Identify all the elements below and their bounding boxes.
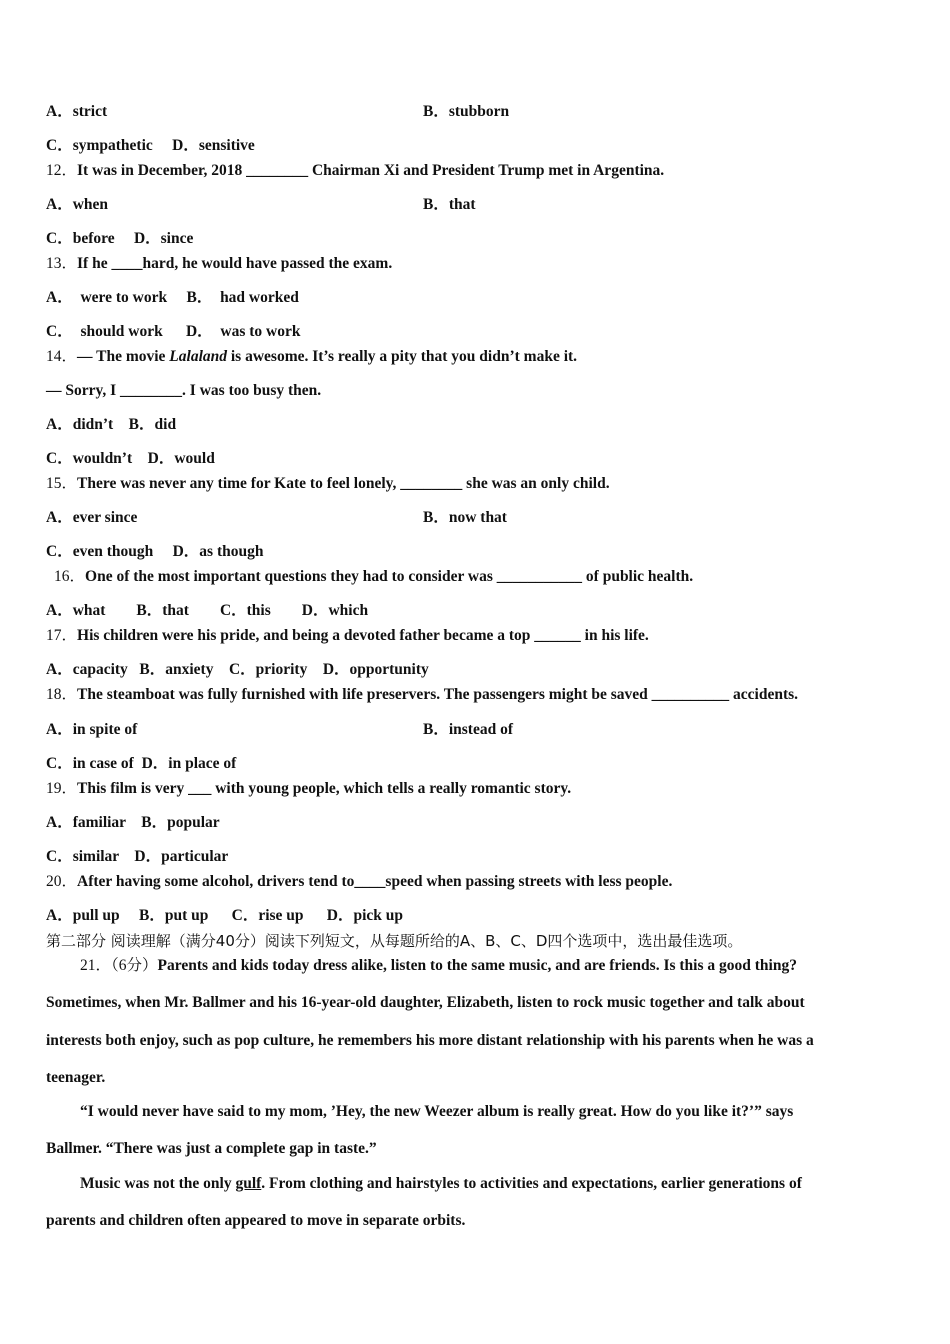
question-text: This film is very ___ with young people, which tells a really romantic story. (77, 780, 572, 797)
question-20 (46, 872, 672, 892)
question-18 (46, 685, 798, 705)
passage-line: teenager. (46, 1069, 106, 1086)
passage-text: Parents and kids today dress alike, listen to the same music, and are friends. Is this a good thing? (157, 957, 797, 974)
section-heading: 第二部分 阅读理解（满分40分）阅读下列短文，从每题所给的A、B、C、D四个选项中，选出最佳选项。 (46, 932, 743, 950)
question-text: is awesome. It’s really a pity that you didn’t make it. (227, 348, 578, 365)
question-number: 13． (46, 255, 78, 272)
option-row (46, 195, 476, 215)
passage-line (80, 956, 797, 976)
passage-text: . From clothing and hairstyles to activities and expectations, earlier generations of (261, 1175, 802, 1192)
option-a: A．strict (46, 103, 108, 120)
option-b: B．stubborn (423, 103, 510, 120)
question-number: 14． (46, 348, 78, 365)
question-number: 12． (46, 162, 78, 179)
passage-line: parents and children often appeared to move in separate orbits. (46, 1212, 466, 1229)
option-row (46, 720, 513, 740)
option-row: A．capacity B．anxiety C．priority D．opportunity (46, 661, 429, 678)
question-reply: — Sorry, I ________. I was too busy then. (46, 382, 322, 399)
question-number: 17． (46, 627, 78, 644)
question-text: The steamboat was fully furnished with life preservers. The passengers might be saved __________ accidents. (77, 686, 799, 703)
option-b: B．now that (423, 509, 507, 526)
option-row: C．wouldn’t D．would (46, 450, 215, 467)
question-text: It was in December, 2018 ________ Chairman Xi and President Trump met in Argentina. (77, 162, 665, 179)
question-16 (54, 567, 693, 587)
question-number: 20． (46, 873, 78, 890)
passage-line: interests both enjoy, such as pop culture, he remembers his more distant relationship with his parents when he was a (46, 1032, 814, 1049)
question-text: — The movie (77, 348, 170, 365)
option-row: C．similar D．particular (46, 848, 229, 865)
option-row: C． should work D． was to work (46, 323, 301, 340)
passage-line: Sometimes, when Mr. Ballmer and his 16-year-old daughter, Elizabeth, listen to rock music together and talk about (46, 994, 805, 1011)
question-15 (46, 474, 610, 494)
question-number: 15． (46, 475, 78, 492)
option-b: B．instead of (423, 721, 513, 738)
question-12 (46, 161, 664, 181)
question-17 (46, 626, 649, 646)
passage-line: “I would never have said to my mom, ’Hey, the new Weezer album is really great. How do you like it?’” says (80, 1103, 794, 1120)
option-b: B．that (423, 196, 476, 213)
question-number: 18． (46, 686, 78, 703)
option-row (46, 102, 510, 122)
option-row: C．in case of D．in place of (46, 755, 237, 772)
question-text: There was never any time for Kate to feel lonely, ________ she was an only child. (77, 475, 610, 492)
passage-text: Music was not the only (80, 1175, 236, 1192)
question-number: 16． (54, 568, 86, 585)
question-text: After having some alcohol, drivers tend to____speed when passing streets with less people. (77, 873, 673, 890)
question-number: 19． (46, 780, 78, 797)
option-row (46, 508, 507, 528)
option-a: A．ever since (46, 509, 138, 526)
option-a: A．when (46, 196, 109, 213)
option-row: A． were to work B． had worked (46, 289, 299, 306)
option-row: A．pull up B．put up C．rise up D．pick up (46, 907, 404, 924)
passage-line: Ballmer. “There was just a complete gap in taste.” (46, 1140, 377, 1157)
question-text: One of the most important questions they had to consider was ___________ of public health. (85, 568, 694, 585)
option-row: A．didn’t B．did (46, 416, 177, 433)
option-row: C．before D．since (46, 230, 194, 247)
question-number: 21．（6分） (80, 957, 158, 974)
option-a: A．in spite of (46, 721, 138, 738)
question-text: If he ____hard, he would have passed the exam. (77, 255, 393, 272)
option-row: A．what B．that C．this D．which (46, 602, 369, 619)
option-row: C．even though D．as though (46, 543, 264, 560)
option-row: C．sympathetic D．sensitive (46, 137, 255, 154)
option-row: A．familiar B．popular (46, 814, 220, 831)
question-13 (46, 254, 392, 274)
underlined-word: gulf (235, 1175, 262, 1192)
question-14 (46, 347, 577, 367)
passage-line (80, 1174, 802, 1194)
question-19 (46, 779, 571, 799)
question-text: His children were his pride, and being a devoted father became a top ______ in his life. (77, 627, 649, 644)
movie-title: Lalaland (169, 348, 227, 365)
